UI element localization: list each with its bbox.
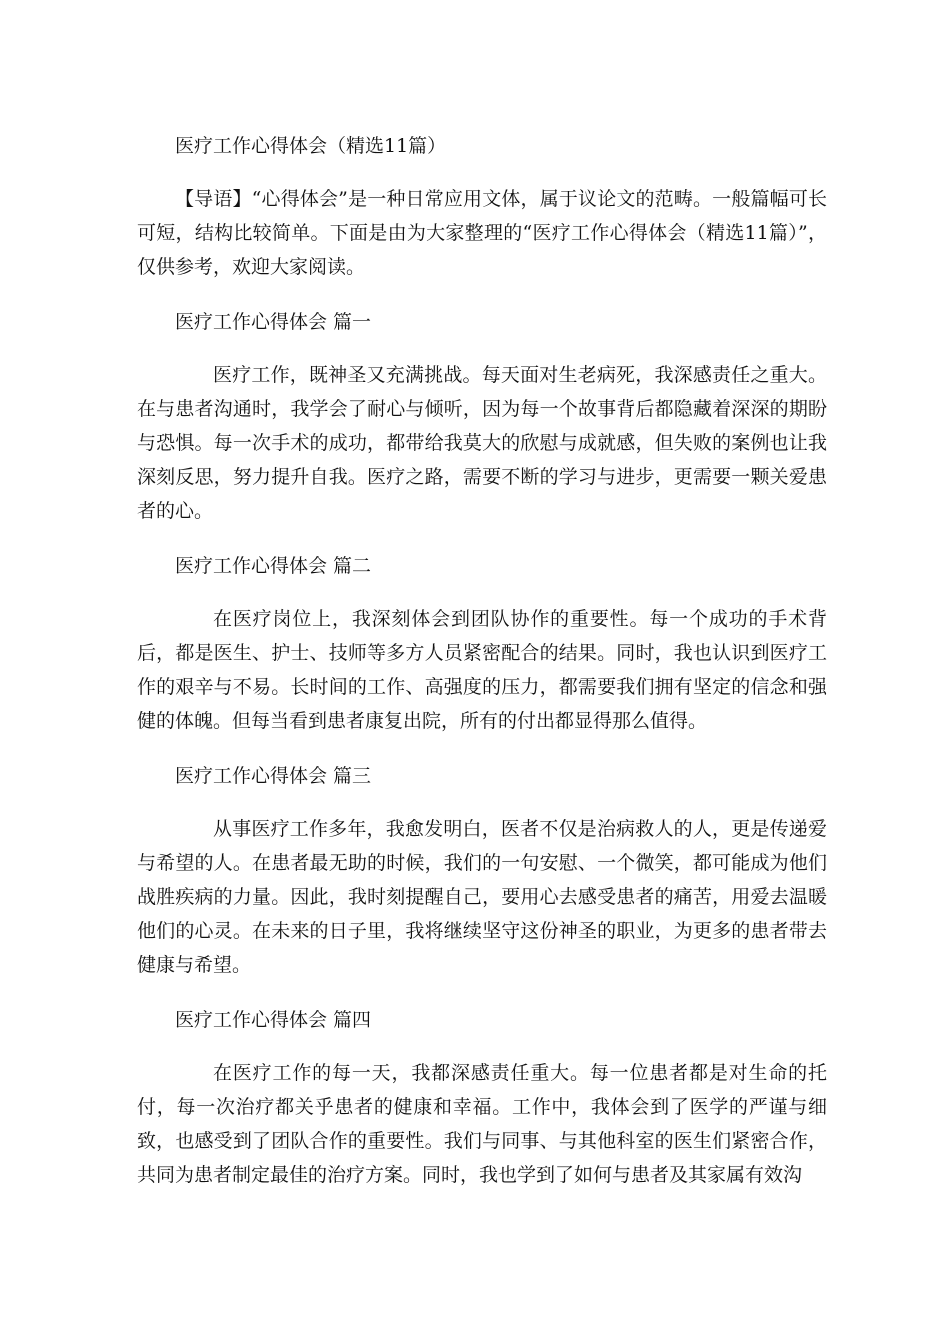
document-title: 医疗工作心得体会（精选11篇） — [175, 135, 447, 157]
intro-paragraph: 【导语】“心得体会”是一种日常应用文体，属于议论文的范畴。一般篇幅可长可短，结构比较简单。下面是由为大家整理的“医疗工作心得体会（精选11篇）”，仅供参考，欢迎大家阅读。 — [137, 188, 827, 278]
section-heading-4: 医疗工作心得体会 篇四 — [175, 1009, 372, 1031]
section-heading-3: 医疗工作心得体会 篇三 — [175, 765, 372, 787]
section-heading-1: 医疗工作心得体会 篇一 — [175, 311, 372, 333]
section-body-1: 医疗工作，既神圣又充满挑战。每天面对生老病死，我深感责任之重大。在与患者沟通时，我学会了耐心与倾听，因为每一个故事背后都隐藏着深深的期盼与恐惧。每一次手术的成功，都带给我莫大的欣慰与成就感，但失败的案例也让我深刻反思，努力提升自我。医疗之路，需要不断的学习与进步，更需要一颗关爱患者的心。 — [137, 364, 827, 522]
section-body-3: 从事医疗工作多年，我愈发明白，医者不仅是治病救人的人，更是传递爱与希望的人。在患者最无助的时候，我们的一句安慰、一个微笑，都可能成为他们战胜疾病的力量。因此，我时刻提醒自己，要用心去感受患者的痛苦，用爱去温暖他们的心灵。在未来的日子里，我将继续坚守这份神圣的职业，为更多的患者带去健康与希望。 — [137, 818, 827, 976]
section-body-2: 在医疗岗位上，我深刻体会到团队协作的重要性。每一个成功的手术背后，都是医生、护士、技师等多方人员紧密配合的结果。同时，我也认识到医疗工作的艰辛与不易。长时间的工作、高强度的压力，都需要我们拥有坚定的信念和强健的体魄。但每当看到患者康复出院，所有的付出都显得那么值得。 — [137, 608, 827, 732]
section-body-4: 在医疗工作的每一天，我都深感责任重大。每一位患者都是对生命的托付，每一次治疗都关乎患者的健康和幸福。工作中，我体会到了医学的严谨与细致，也感受到了团队合作的重要性。我们与同事、与其他科室的医生们紧密合作，共同为患者制定最佳的治疗方案。同时，我也学到了如何与患者及其家属有效沟 — [137, 1062, 827, 1186]
section-heading-2: 医疗工作心得体会 篇二 — [175, 555, 372, 577]
document-content — [137, 128, 827, 1192]
